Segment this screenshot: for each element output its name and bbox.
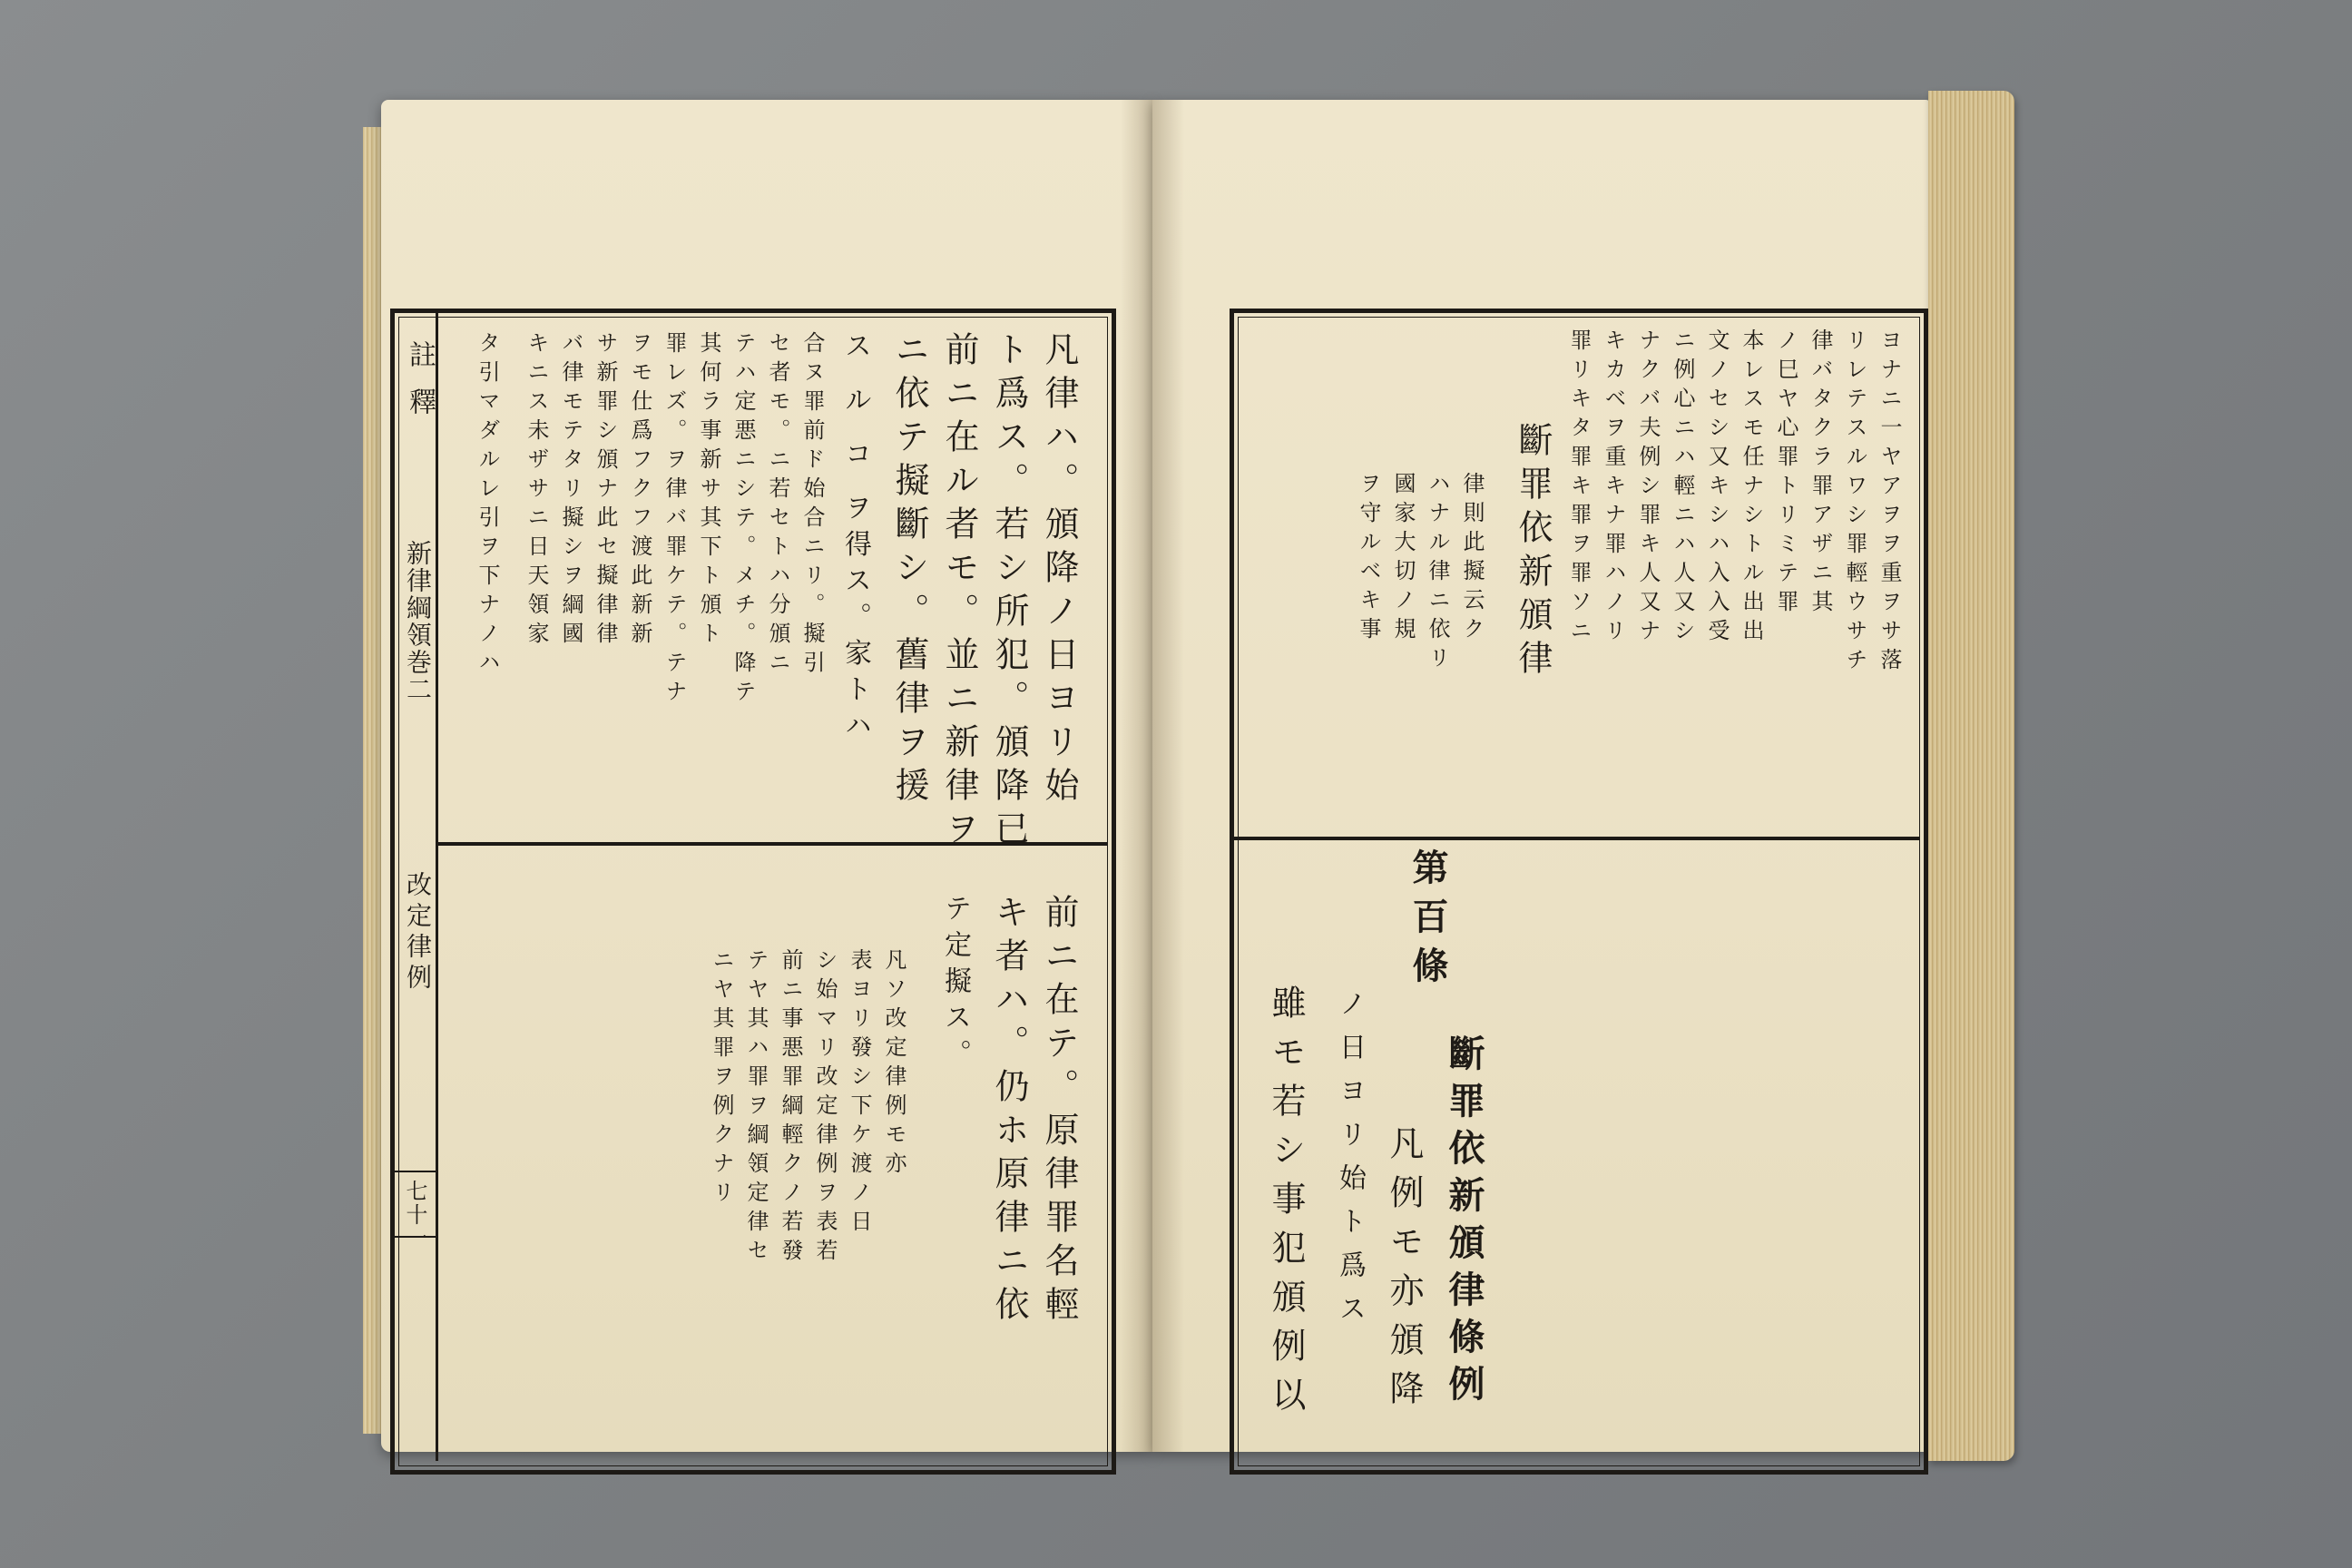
right-upper-main-1: 斷罪依新頒律 <box>1513 422 1553 683</box>
right-upper-small-7: ニ例心ニハ輕ニハ人又シ <box>1670 328 1695 648</box>
right-lower-col-1: ノ日ヨリ始ト爲ス <box>1334 989 1366 1338</box>
left-upper-col-4: ニ依テ擬斷シ。舊律ヲ援 <box>889 331 929 810</box>
right-upper-main-4: 國家大切ノ規 <box>1390 472 1416 646</box>
right-upper-small-8: ナクバ夫例シ罪キ人又ナ <box>1635 328 1661 648</box>
left-lower-col-2: キ者ハ。仍ホ原律ニ依 <box>989 894 1029 1329</box>
left-upper-small-8: バ律モテタリ擬シヲ綱國 <box>558 331 583 651</box>
open-book <box>363 91 2014 1461</box>
right-section-divider <box>1234 837 1919 840</box>
left-upper-small-7: サ新罪シ頒ナ此セ擬律律 <box>593 331 618 651</box>
book-title: 新律綱領巻二 <box>403 540 433 703</box>
right-upper-small-1: ヨナニ一ヤアヲヲ重ヲサ落 <box>1877 328 1902 677</box>
left-upper-small-10: タ引マダルレ引ヲ下ナノハ <box>475 331 500 680</box>
right-upper-small-5: 本レスモ任ナシトル出出 <box>1739 328 1764 648</box>
right-page-edges <box>1928 91 2014 1461</box>
left-upper-small-2: セ者モ。ニ若セトハ分頒ニ <box>765 331 790 680</box>
left-upper-small-5: 罪レズ。ヲ律バ罪ケテ。テナ <box>662 331 687 709</box>
left-upper-col-2: ト爲ス。若シ所犯。頒降已 <box>989 331 1029 854</box>
right-upper-small-9: キカベヲ重キナ罪ハノリ <box>1601 328 1626 648</box>
left-lower-small-2: 表ヨリ發シ下ケ渡ノ日 <box>847 948 872 1239</box>
section-title: 改定律例 <box>403 871 433 995</box>
left-lower-small-1: 凡ソ改定律例モ亦 <box>881 948 906 1181</box>
note-label: 註釋 <box>404 340 436 435</box>
right-upper-small-4: ノ巳ヤ心罪トリミテ罪 <box>1773 328 1798 619</box>
left-lower-small-4: 前ニ事悪罪綱輕クノ若發 <box>778 948 803 1268</box>
left-lower-col-1: 前ニ在テ。原律罪名輕 <box>1039 894 1079 1329</box>
article-number: 第百條 <box>1406 848 1449 995</box>
left-upper-small-4: 其何ラ事新サ其下ト頒ト <box>696 331 721 651</box>
right-upper-main-3: ハナル律ニ依リ <box>1425 472 1450 675</box>
left-side-divider <box>436 313 438 1461</box>
left-lower-small-6: ニヤ其罪ヲ例クナリ <box>709 948 734 1210</box>
right-upper-main-5: ヲ守ルベキ事 <box>1356 472 1381 646</box>
right-lower-col-3: 雖モ若シ事犯頒例以 <box>1266 985 1306 1426</box>
right-upper-small-3: 律バタクラ罪アザニ其 <box>1808 328 1833 619</box>
right-upper-main-2: 律則此擬云ク <box>1459 472 1485 646</box>
left-upper-small-1: 合ヌ罪前ド始合ニリ。擬引 <box>799 331 825 680</box>
right-upper-small-2: リレテスルワシ罪輕ウサチ <box>1842 328 1867 677</box>
book-spine <box>1121 100 1184 1452</box>
right-upper-small-6: 文ノセシ又キシハ入入受 <box>1704 328 1730 648</box>
left-lower-col-3: テ定擬ス。 <box>939 894 971 1075</box>
article-title: 斷罪依新頒律條例 <box>1443 1034 1485 1412</box>
page-number-rule-top <box>395 1171 438 1172</box>
page-number: 七十一 <box>402 1180 427 1250</box>
left-upper-col-3: 前ニ在ル者モ。並ニ新律ヲ <box>939 331 979 854</box>
left-lower-small-3: シ始マリ改定律例ヲ表若 <box>812 948 838 1268</box>
left-upper-col-1: 凡律ハ。頒降ノ日ヨリ始 <box>1039 331 1079 810</box>
left-upper-small-9: キニス未ザサニ日天領家 <box>524 331 549 651</box>
right-upper-small-10: 罪リキタ罪キ罪ヲ罪ソニ <box>1566 328 1592 648</box>
left-lower-small-5: テヤ其ハ罪ヲ綱領定律セ <box>743 948 769 1268</box>
left-upper-small-6: ヲモ仕爲フクフ渡此新新 <box>627 331 652 651</box>
left-upper-col-5: ス ル コ ヲ得ス。家トハ <box>839 331 871 748</box>
right-lower-col-2: 凡例モ亦頒降 <box>1384 1125 1424 1419</box>
left-upper-small-3: テハ定悪ニシテ。メチ。降テ <box>730 331 756 709</box>
